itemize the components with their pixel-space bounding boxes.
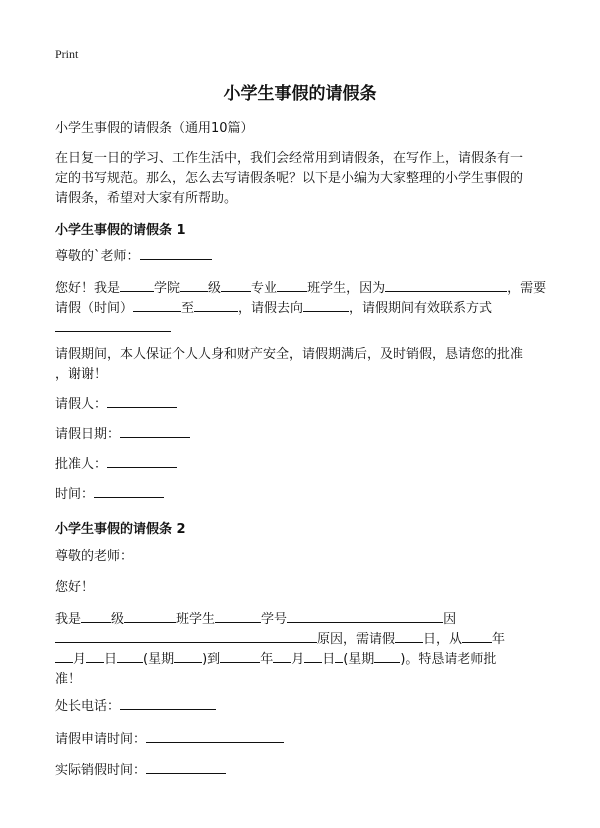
blank-grade [180,279,208,292]
page-title: 小学生事假的请假条 [223,84,377,104]
blank-start-month [55,650,73,663]
text-segment: 专业 [251,281,278,296]
text-segment: 因 [443,612,457,627]
note2-line-4: 准！ [55,672,82,687]
promise-line-1: 请假期间，本人保证个人人身和财产安全，请假期满后，及时销假，恳请您的批准 [55,347,524,362]
note1-salutation [55,247,212,267]
section-heading-2: 小学生事假的请假条 2 [55,522,186,537]
approver-blank [107,455,177,468]
intro-line-1: 在日复一日的学习、工作生活中，我们会经常用到请假条，在写作上，请假条有一 [55,151,524,166]
text-segment: 年 [260,652,274,667]
office-phone-blank [120,697,216,710]
text-segment: 月 [73,652,87,667]
text-segment: 年 [492,632,506,647]
text-segment: )到 [202,652,221,667]
blank-reason [55,630,317,643]
promise-line-2: ，谢谢！ [55,367,108,382]
label: 处长电话： [55,699,121,714]
actual-return-blank [146,761,226,774]
document-subtitle: 小学生事假的请假条（通用10篇） [55,121,254,136]
text-segment: 请假（时间） [55,301,134,316]
blank-blank-a [117,650,143,663]
note1-body-line-3 [55,319,171,339]
blank-end-day [304,650,322,663]
text-segment: ，请假期间有效联系方式 [349,301,493,316]
note1-body-line-2 [55,299,492,319]
text-segment: ，需要 [507,281,547,296]
text-segment: 月 [291,652,305,667]
text-segment: 日 [104,652,118,667]
text-segment: ，请假去向 [238,301,304,316]
intro-paragraph [55,149,523,209]
note1-applicant [55,395,177,415]
note2-actual-return [55,761,226,781]
apply-time-blank [146,730,284,743]
text-segment: 日，从 [423,632,463,647]
blank-major [221,279,251,292]
intro-line-2: 定的书写规范。那么，怎么去写请假条呢？以下是小编为大家整理的小学生事假的 [55,171,524,186]
blank-start-weekday [174,650,202,663]
text-segment: 我是 [55,612,82,627]
blank-name [215,610,261,623]
text-segment: 学号 [261,612,288,627]
label: 时间： [55,487,95,502]
note2-salutation: 尊敬的老师： [55,549,134,564]
label: 请假日期： [55,427,121,442]
text-segment: (星期 [343,652,375,667]
blank-start-time [133,299,181,312]
label: 请假申请时间： [55,732,147,747]
blank-class [124,610,176,623]
applicant-blank [107,395,177,408]
text-segment: 级 [111,612,125,627]
text-segment: (星期 [143,652,175,667]
text-segment: )。特恳请老师批 [400,652,497,667]
text-segment: 学院 [154,281,181,296]
blank-days [395,630,423,643]
text-segment: 级 [208,281,222,296]
blank-contact [55,319,171,332]
note1-date [55,425,190,445]
text-segment: 至 [181,301,195,316]
note2-office-phone [55,697,216,717]
note2-line-1 [55,610,456,630]
note2-apply-time [55,730,284,750]
blank-college [120,279,154,292]
blank-grade [81,610,111,623]
text-segment: 班学生 [176,612,216,627]
label: 请假人： [55,397,108,412]
print-link[interactable]: Print [55,47,79,61]
note2-line-2 [55,630,505,650]
note1-approver [55,455,177,475]
text-segment: 班学生，因为 [307,281,386,296]
teacher-name-blank [140,247,212,260]
blank-end-time [194,299,238,312]
intro-line-3: 请假条，希望对大家有所帮助。 [55,191,238,206]
salutation-text: 尊敬的`老师： [55,249,140,264]
note2-greeting: 您好！ [55,580,95,595]
blank-end-month [273,650,291,663]
note1-promise [55,345,523,385]
time-blank [94,485,164,498]
blank-student-id [287,610,443,623]
blank-end-year [220,650,260,663]
text-segment: 您好！我是 [55,281,121,296]
blank-class [277,279,307,292]
label: 实际销假时间： [55,763,147,778]
note2-line-3 [55,650,496,670]
blank-reason [385,279,507,292]
blank-destination [303,299,349,312]
blank-start-year [462,630,492,643]
blank-end-weekday [374,650,400,663]
section-heading-1: 小学生事假的请假条 1 [55,223,186,238]
note1-time [55,485,164,505]
date-blank [120,425,190,438]
blank-start-day [86,650,104,663]
note1-body-line-1 [55,279,546,299]
text-segment: 原因，需请假 [317,632,396,647]
label: 批准人： [55,457,108,472]
text-segment: 日 [322,652,336,667]
